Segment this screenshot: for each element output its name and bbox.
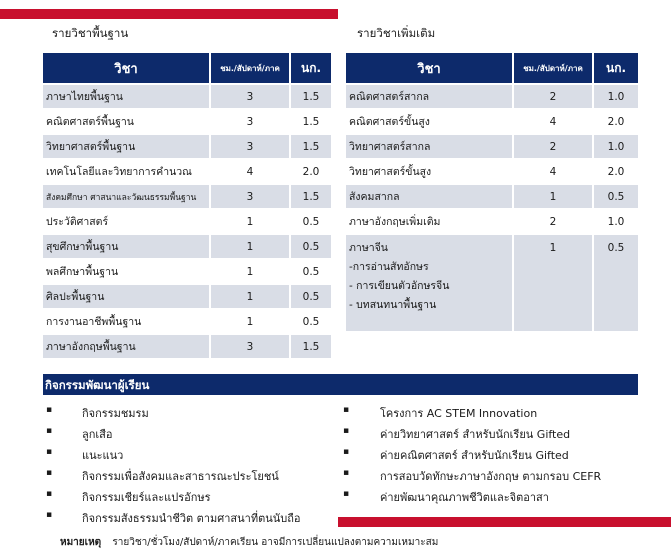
credits-cell: 2.0 [594, 110, 638, 133]
activity-item: กิจกรรมเพื่อสังคมและสาธารณะประโยชน์ [82, 470, 279, 483]
credits-cell: 2.0 [594, 160, 638, 183]
subject-cell: เทคโนโลยีและวิทยาการคำนวณ [43, 160, 211, 183]
subject-cell: คณิตศาสตร์ขั้นสูง [346, 110, 514, 133]
credits-cell: 1.5 [291, 335, 331, 358]
bullet-icon: ▪ [343, 447, 350, 457]
credits-cell: 1.0 [594, 135, 638, 158]
table-row [43, 185, 331, 208]
table-row [346, 135, 638, 158]
activity-item: แนะแนว [82, 449, 124, 462]
activity-item: การสอบวัดทักษะภาษาอังกฤษ ตามกรอบ CEFR [380, 470, 602, 483]
credits-cell: 1.0 [594, 85, 638, 108]
table-row [346, 160, 638, 183]
footnote [60, 535, 438, 550]
hours-cell: 3 [211, 135, 291, 158]
extra-section-label: รายวิชาเพิ่มเติม [357, 26, 436, 40]
subject-cell: วิทยาศาสตร์พื้นฐาน [43, 135, 211, 158]
subject-cell: ภาษาอังกฤษพื้นฐาน [43, 335, 211, 358]
hours-cell: 3 [211, 85, 291, 108]
table-row-chinese [346, 235, 638, 331]
subject-cell: วิทยาศาสตร์สากล [346, 135, 514, 158]
footnote-label: หมายเหตุ [60, 537, 102, 548]
subject-cell: ประวัติศาสตร์ [43, 210, 211, 233]
subject-cell [346, 235, 514, 331]
hours-header: ชม./สัปดาห์/ภาค [514, 53, 594, 83]
subject-cell: คณิตศาสตร์พื้นฐาน [43, 110, 211, 133]
hours-cell: 2 [514, 85, 594, 108]
subject-cell: คณิตศาสตร์สากล [346, 85, 514, 108]
subject-cell: ภาษาอังกฤษเพิ่มเติม [346, 210, 514, 233]
credits-header: นก. [291, 53, 331, 83]
credits-cell: 1.5 [291, 110, 331, 133]
hours-cell: 4 [514, 110, 594, 133]
bottom-accent-bar [338, 517, 671, 527]
bullet-icon: ▪ [46, 405, 53, 415]
hours-cell: 4 [211, 160, 291, 183]
activity-item: ค่ายพัฒนาคุณภาพชีวิตและจิตอาสา [380, 491, 549, 504]
activity-item: โครงการ AC STEM Innovation [380, 407, 538, 420]
hours-cell: 1 [211, 285, 291, 308]
hours-cell: 3 [211, 185, 291, 208]
table-row [346, 85, 638, 108]
credits-cell: 0.5 [291, 285, 331, 308]
chinese-topic: - การเขียนตัวอักษรจีน [349, 280, 450, 292]
table-row [43, 310, 331, 333]
table-row [43, 210, 331, 233]
footnote-text: รายวิชา/ชั่วโมง/สัปดาห์/ภาคเรียน อาจมีการเปลี่ยนแปลงตามความเหมาะสม [112, 537, 439, 548]
hours-cell: 1 [514, 235, 594, 331]
basic-section-label: รายวิชาพื้นฐาน [52, 26, 129, 40]
hours-header: ชม./สัปดาห์/ภาค [211, 53, 291, 83]
hours-cell: 1 [211, 235, 291, 258]
subject-cell: พลศึกษาพื้นฐาน [43, 260, 211, 283]
basic-subjects-table [43, 51, 331, 360]
table-row [43, 285, 331, 308]
hours-cell: 2 [514, 210, 594, 233]
chinese-title: ภาษาจีน [349, 242, 388, 254]
subject-cell: สุขศึกษาพื้นฐาน [43, 235, 211, 258]
hours-cell: 1 [514, 185, 594, 208]
hours-cell: 2 [514, 135, 594, 158]
subject-header: วิชา [43, 53, 211, 83]
subject-cell: วิทยาศาสตร์ขั้นสูง [346, 160, 514, 183]
credits-cell: 1.0 [594, 210, 638, 233]
chinese-topic: -การอ่านสัทอักษร [349, 261, 429, 273]
bullet-icon: ▪ [343, 405, 350, 415]
subject-cell: ภาษาไทยพื้นฐาน [43, 85, 211, 108]
credits-cell: 0.5 [291, 210, 331, 233]
subject-cell: ศิลปะพื้นฐาน [43, 285, 211, 308]
hours-cell: 1 [211, 260, 291, 283]
table-row [43, 260, 331, 283]
table-header-row [346, 53, 638, 83]
bullet-icon: ▪ [46, 426, 53, 436]
table-row [346, 210, 638, 233]
bullet-icon: ▪ [343, 489, 350, 499]
credits-cell: 2.0 [291, 160, 331, 183]
activities-title: กิจกรรมพัฒนาผู้เรียน [45, 378, 150, 392]
table-row [346, 110, 638, 133]
credits-cell: 0.5 [291, 310, 331, 333]
bullet-icon: ▪ [46, 447, 53, 457]
hours-cell: 1 [211, 210, 291, 233]
table-row [43, 235, 331, 258]
extra-subjects-table [346, 51, 638, 333]
credits-cell: 1.5 [291, 85, 331, 108]
activity-item: ลูกเสือ [82, 428, 113, 441]
credits-cell: 0.5 [594, 185, 638, 208]
credits-header: นก. [594, 53, 638, 83]
table-header-row [43, 53, 331, 83]
chinese-topic: - บทสนทนาพื้นฐาน [349, 299, 437, 311]
table-row [43, 85, 331, 108]
activities-header [43, 374, 638, 395]
table-row [43, 110, 331, 133]
activity-item: กิจกรรมชมรม [82, 407, 149, 420]
hours-cell: 3 [211, 335, 291, 358]
subject-cell: สังคมศึกษา ศาสนาและวัฒนธรรมพื้นฐาน [43, 185, 211, 208]
credits-cell: 1.5 [291, 185, 331, 208]
bullet-icon: ▪ [343, 426, 350, 436]
credits-cell: 1.5 [291, 135, 331, 158]
hours-cell: 3 [211, 110, 291, 133]
activity-item: กิจกรรมสังธรรมนำชีวิต ตามศาสนาที่ตนนับถือ [82, 512, 301, 525]
bullet-icon: ▪ [46, 468, 53, 478]
subject-cell: สังคมสากล [346, 185, 514, 208]
subject-header: วิชา [346, 53, 514, 83]
hours-cell: 4 [514, 160, 594, 183]
bullet-icon: ▪ [46, 489, 53, 499]
activity-item: ค่ายคณิตศาสตร์ สำหรับนักเรียน Gifted [380, 449, 569, 462]
activity-item: กิจกรรมเชียร์และแปรอักษร [82, 491, 211, 504]
bullet-icon: ▪ [343, 468, 350, 478]
subject-cell: การงานอาชีพพื้นฐาน [43, 310, 211, 333]
activity-item: ค่ายวิทยาศาสตร์ สำหรับนักเรียน Gifted [380, 428, 571, 441]
bullet-icon: ▪ [46, 510, 53, 520]
table-row [43, 160, 331, 183]
hours-cell: 1 [211, 310, 291, 333]
credits-cell: 0.5 [291, 235, 331, 258]
top-accent-bar [0, 9, 338, 19]
table-row [43, 335, 331, 358]
table-row [43, 135, 331, 158]
table-row [346, 185, 638, 208]
credits-cell: 0.5 [594, 235, 638, 331]
credits-cell: 0.5 [291, 260, 331, 283]
